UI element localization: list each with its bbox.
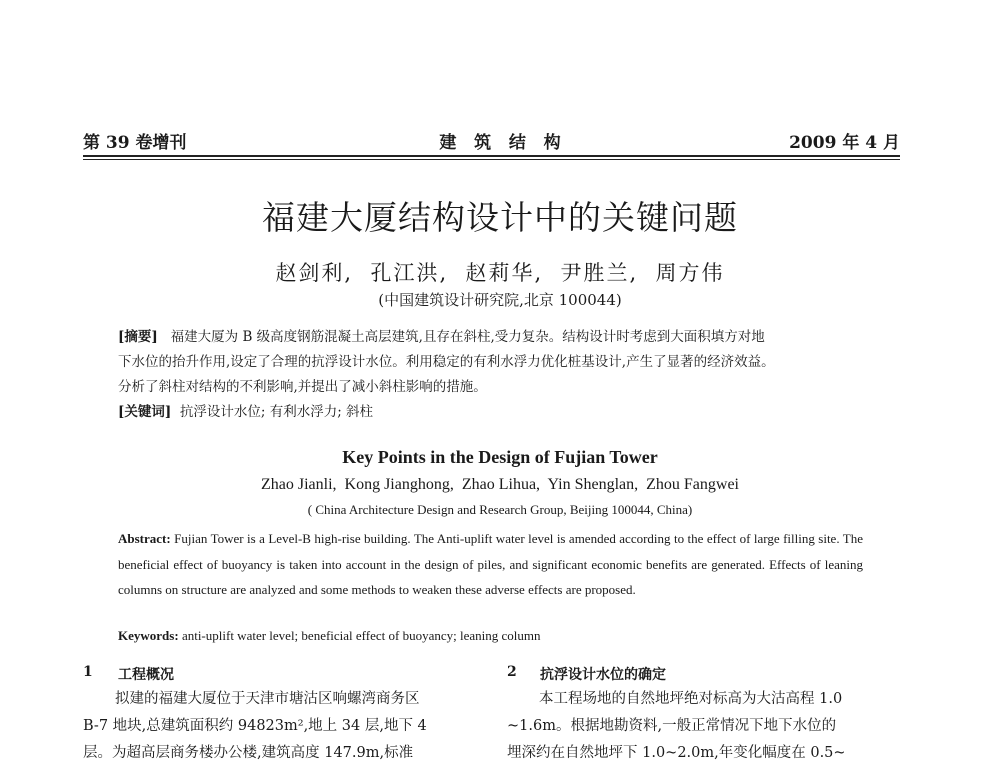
- english-abstract: Abstract: Fujian Tower is a Level-B high-rise building. The Anti-uplift water level is amended according to the effect of large filling site. The beneficial effect of buoyancy is taken into account in the design of piles, and significant economic benefits are generated. Effects of leaning columns on structure are analyzed and some methods to weaken these adverse effects are proposed.: [118, 531, 863, 597]
- english-title: Key Points in the Design of Fujian Tower: [342, 447, 658, 467]
- keywords-cn: 抗浮设计水位; 有利水浮力; 斜柱: [179, 404, 374, 420]
- section-2-number: 2: [507, 664, 517, 680]
- header-rule-thick: [83, 155, 900, 157]
- paragraph-line: 拟建的福建大厦位于天津市塘沽区响螺湾商务区: [115, 691, 420, 707]
- section-1-body: [83, 686, 483, 767]
- keywords-cn-label: [关键词]: [118, 404, 172, 420]
- english-keywords-text: anti-uplift water level; beneficial effect of buoyancy; leaning column: [181, 628, 541, 643]
- journal-date: 2009 年 4 月: [789, 133, 900, 153]
- abstract-cn-label: [摘要]: [118, 329, 158, 345]
- paragraph-line: 埋深约在自然地坪下 1.0~2.0m,年变化幅度在 0.5~: [507, 745, 846, 761]
- abstract-cn-line: 下水位的抬升作用,设定了合理的抗浮设计水位。利用稳定的有利水浮力优化桩基设计,产生了显著的经济效益。: [118, 354, 775, 370]
- affiliation: (中国建筑设计研究院,北京 100044): [378, 291, 622, 309]
- english-abstract-text: Fujian Tower is a Level-B high-rise building. The Anti-uplift water level is amended according to the effect of large filling site. The beneficial effect of buoyancy is taken into account in the design of piles, and significant economic benefits are generated. Effects of leaning columns on structure are analyzed and some methods to weaken these adverse effects are proposed.: [118, 531, 863, 597]
- english-keywords: Keywords: anti-uplift water level; beneficial effect of buoyancy; leaning column: [118, 628, 541, 643]
- header-rule-thin: [83, 159, 900, 160]
- abstract-cn-line: 分析了斜柱对结构的不利影响,并提出了减小斜柱影响的措施。: [118, 379, 487, 395]
- english-affiliation: ( China Architecture Design and Research Group, Beijing 100044, China): [307, 502, 693, 517]
- english-keywords-label: Keywords: [118, 628, 175, 643]
- journal-name: 建 筑 结 构: [439, 133, 561, 153]
- paper-title: 福建大厦结构设计中的关键问题: [262, 198, 738, 237]
- section-1-heading: 工程概况: [118, 667, 174, 683]
- abstract-cn-line: 福建大厦为 B 级高度钢筋混凝土高层建筑,且存在斜柱,受力复杂。结构设计时考虑到大面积填方对地: [170, 329, 765, 345]
- paragraph-line: B-7 地块,总建筑面积约 94823m²,地上 34 层,地下 4: [83, 718, 427, 734]
- authors: 赵剑利, 孔江洪, 赵莉华, 尹胜兰, 周方伟: [275, 261, 725, 285]
- paragraph-line: ~1.6m。根据地勘资料,一般正常情况下地下水位的: [507, 718, 837, 734]
- paragraph-line: 本工程场地的自然地坪绝对标高为大沽高程 1.0: [539, 691, 843, 707]
- section-2-body: [507, 686, 907, 767]
- journal-volume: 第 39 卷增刊: [83, 133, 187, 153]
- section-2-heading: 抗浮设计水位的确定: [540, 667, 666, 683]
- section-1-number: 1: [83, 664, 93, 680]
- paragraph-line: 层。为超高层商务楼办公楼,建筑高度 147.9m,标准: [83, 745, 414, 761]
- english-authors: Zhao Jianli, Kong Jianghong, Zhao Lihua, Yin Shenglan, Zhou Fangwei: [260, 476, 739, 493]
- abstract-cn: [118, 325, 888, 425]
- english-abstract-label: Abstract: [118, 531, 167, 546]
